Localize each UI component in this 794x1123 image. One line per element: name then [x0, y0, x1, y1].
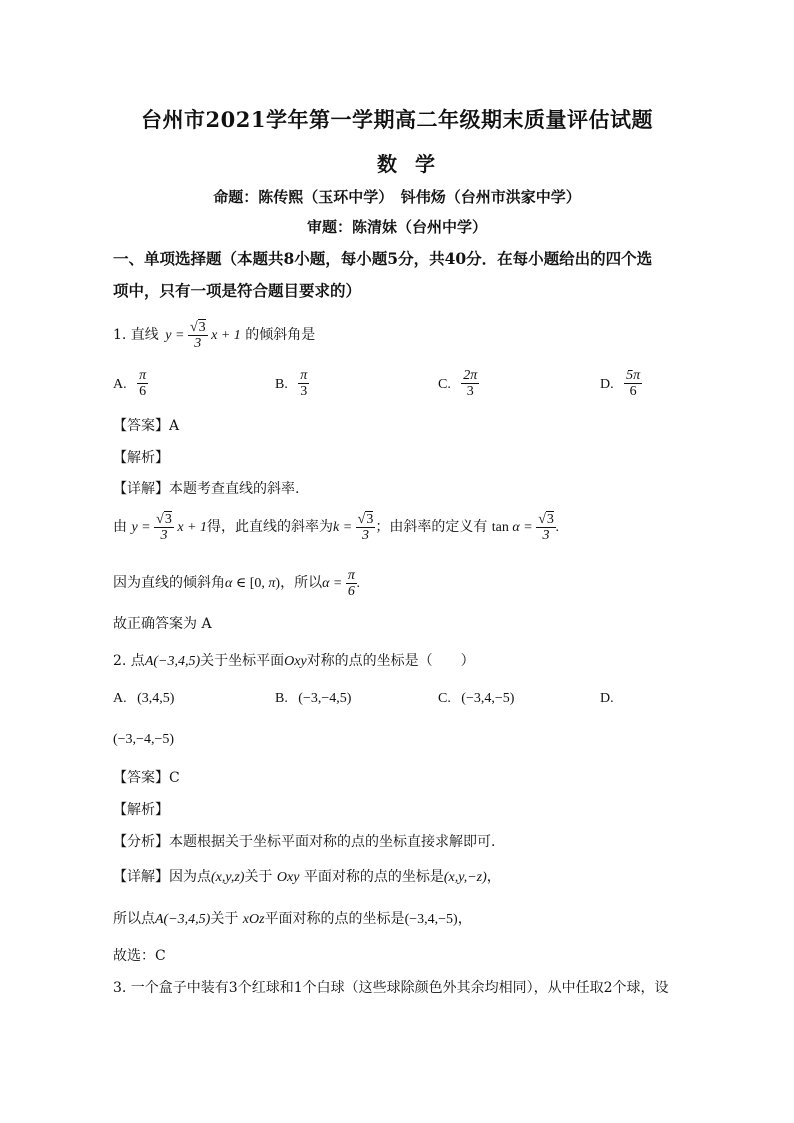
q2-line2-c: 平面对称的点的坐标是	[264, 911, 405, 927]
option-label: B.	[275, 691, 288, 706]
section-heading-line1: 一、单项选择题（本题共8小题，每小题5分，共40分．在每小题给出的四个选	[113, 249, 653, 268]
q1-analysis-tag: 【解析】	[113, 450, 169, 466]
q2-stem-c: 对称的点的坐标是（ ）	[306, 653, 475, 669]
q2-line2-result: (−3,4,−5)	[404, 912, 458, 927]
q2-line2-b: 关于	[210, 911, 239, 927]
q2-option-d-value	[113, 731, 174, 748]
q2-detail-b: 关于	[244, 869, 273, 885]
q1-line2-b: ，所以	[280, 575, 323, 592]
q2-plane: Oxy	[284, 654, 307, 669]
option-denominator: 3	[300, 384, 308, 400]
q2-answer: 【答案】C	[113, 770, 180, 786]
q2-point: A(−3,4,5)	[144, 654, 201, 669]
q2-detail-d: ，	[486, 869, 501, 885]
q2-analysis: 【分析】本题根据关于坐标平面对称的点的坐标直接求解即可.	[113, 834, 496, 850]
question-2-stem	[113, 650, 475, 670]
q2-option-b	[275, 690, 351, 707]
q1-tan-eq: tan α = $\frac{√3}{3}$ .	[491, 512, 560, 544]
question-1-prefix: 1. 直线	[113, 327, 159, 344]
q2-analysis-tag: 【解析】	[113, 802, 169, 818]
q2-line2-d: ，	[457, 911, 472, 927]
q1-solution-line1	[113, 512, 559, 544]
q2-detail-a: 【详解】因为点	[113, 869, 211, 885]
page-title: 台州市2021学年第一学期高二年级期末质量评估试题	[141, 107, 653, 132]
authors-line: 命题：陈传熙（玉环中学） 钭伟炀（台州市洪家中学）	[213, 188, 581, 206]
option-numerator: 5π	[626, 368, 641, 383]
q2-option-a	[113, 690, 174, 707]
option-value: (−3,−4,−5)	[113, 732, 175, 747]
option-numerator: π	[300, 368, 308, 383]
q1-conclusion: 故正确答案为 A	[113, 616, 212, 632]
question-3-stem: 3. 一个盒子中装有3个红球和1个白球（这些球除颜色外其余均相同），从中任取2个球，设	[113, 980, 669, 996]
q1-detail: 【详解】本题考查直线的斜率.	[113, 481, 300, 497]
q1-slope-eq: k = $\frac{√3}{3}$	[332, 512, 374, 544]
question-1-suffix: 的倾斜角是	[245, 327, 316, 344]
option-value: (3,4,5)	[137, 691, 175, 706]
option-value: (−3,−4,5)	[298, 691, 352, 706]
q1-option-b	[275, 368, 309, 400]
q1-angle-range: α ∈ [0, π)	[225, 576, 281, 592]
option-label: C.	[438, 691, 451, 706]
q1-option-c	[438, 368, 479, 400]
q1-line2-a: 因为直线的倾斜角	[113, 575, 225, 592]
q2-detail-line2	[113, 908, 472, 928]
question-1-stem	[113, 320, 315, 352]
q2-detail-line1	[113, 866, 501, 886]
q2-detail-point: (x,y,z)	[211, 870, 245, 885]
q2-stem-b: 关于坐标平面	[200, 653, 285, 669]
q2-detail-plane: Oxy	[276, 870, 300, 885]
q2-detail-result: (x,y,−z)	[443, 870, 487, 885]
q1-line-equation: y = $\frac{√3}{3}$ x + 1	[165, 320, 241, 352]
q1-line1-a: 由	[113, 519, 127, 536]
option-label: B.	[275, 376, 288, 392]
q1-angle-result: α = $\frac{\pi}{6}$ .	[322, 568, 361, 600]
option-label: D.	[600, 376, 614, 392]
option-value: (−3,4,−5)	[461, 691, 515, 706]
q1-line1-b: 得，此直线的斜率为	[206, 519, 333, 536]
option-label: A.	[113, 376, 127, 392]
q2-detail-c: 平面对称的点的坐标是	[303, 869, 444, 885]
option-denominator: 6	[139, 384, 147, 400]
section-heading-line2: 项中，只有一项是符合题目要求的）	[113, 281, 362, 300]
option-denominator: 3	[466, 384, 474, 400]
option-numerator: 2π	[463, 368, 478, 383]
option-denominator: 6	[629, 384, 637, 400]
reviewer-line: 审题：陈清妹（台州中学）	[306, 218, 487, 236]
q1-answer: 【答案】A	[113, 418, 180, 434]
q1-option-d	[600, 368, 642, 400]
q1-option-a	[113, 368, 148, 400]
q2-line2-point: A(−3,4,5)	[155, 912, 211, 927]
option-numerator: π	[139, 368, 147, 383]
option-label: C.	[438, 376, 451, 392]
q2-option-d-label	[600, 690, 614, 707]
q1-line1-eq: y = $\frac{√3}{3}$ x + 1	[131, 512, 207, 544]
q2-line2-a: 所以点	[113, 911, 155, 927]
q2-conclusion: 故选：C	[113, 948, 166, 964]
subject-title: 数学	[377, 152, 453, 176]
q2-stem-a: 2. 点	[113, 653, 145, 669]
q2-line2-plane: xOz	[242, 912, 265, 927]
q1-solution-line2	[113, 568, 360, 600]
option-label: D.	[600, 691, 614, 706]
q2-option-c	[438, 690, 514, 707]
q1-line1-c: ；由斜率的定义有	[375, 519, 488, 536]
option-label: A.	[113, 691, 127, 706]
